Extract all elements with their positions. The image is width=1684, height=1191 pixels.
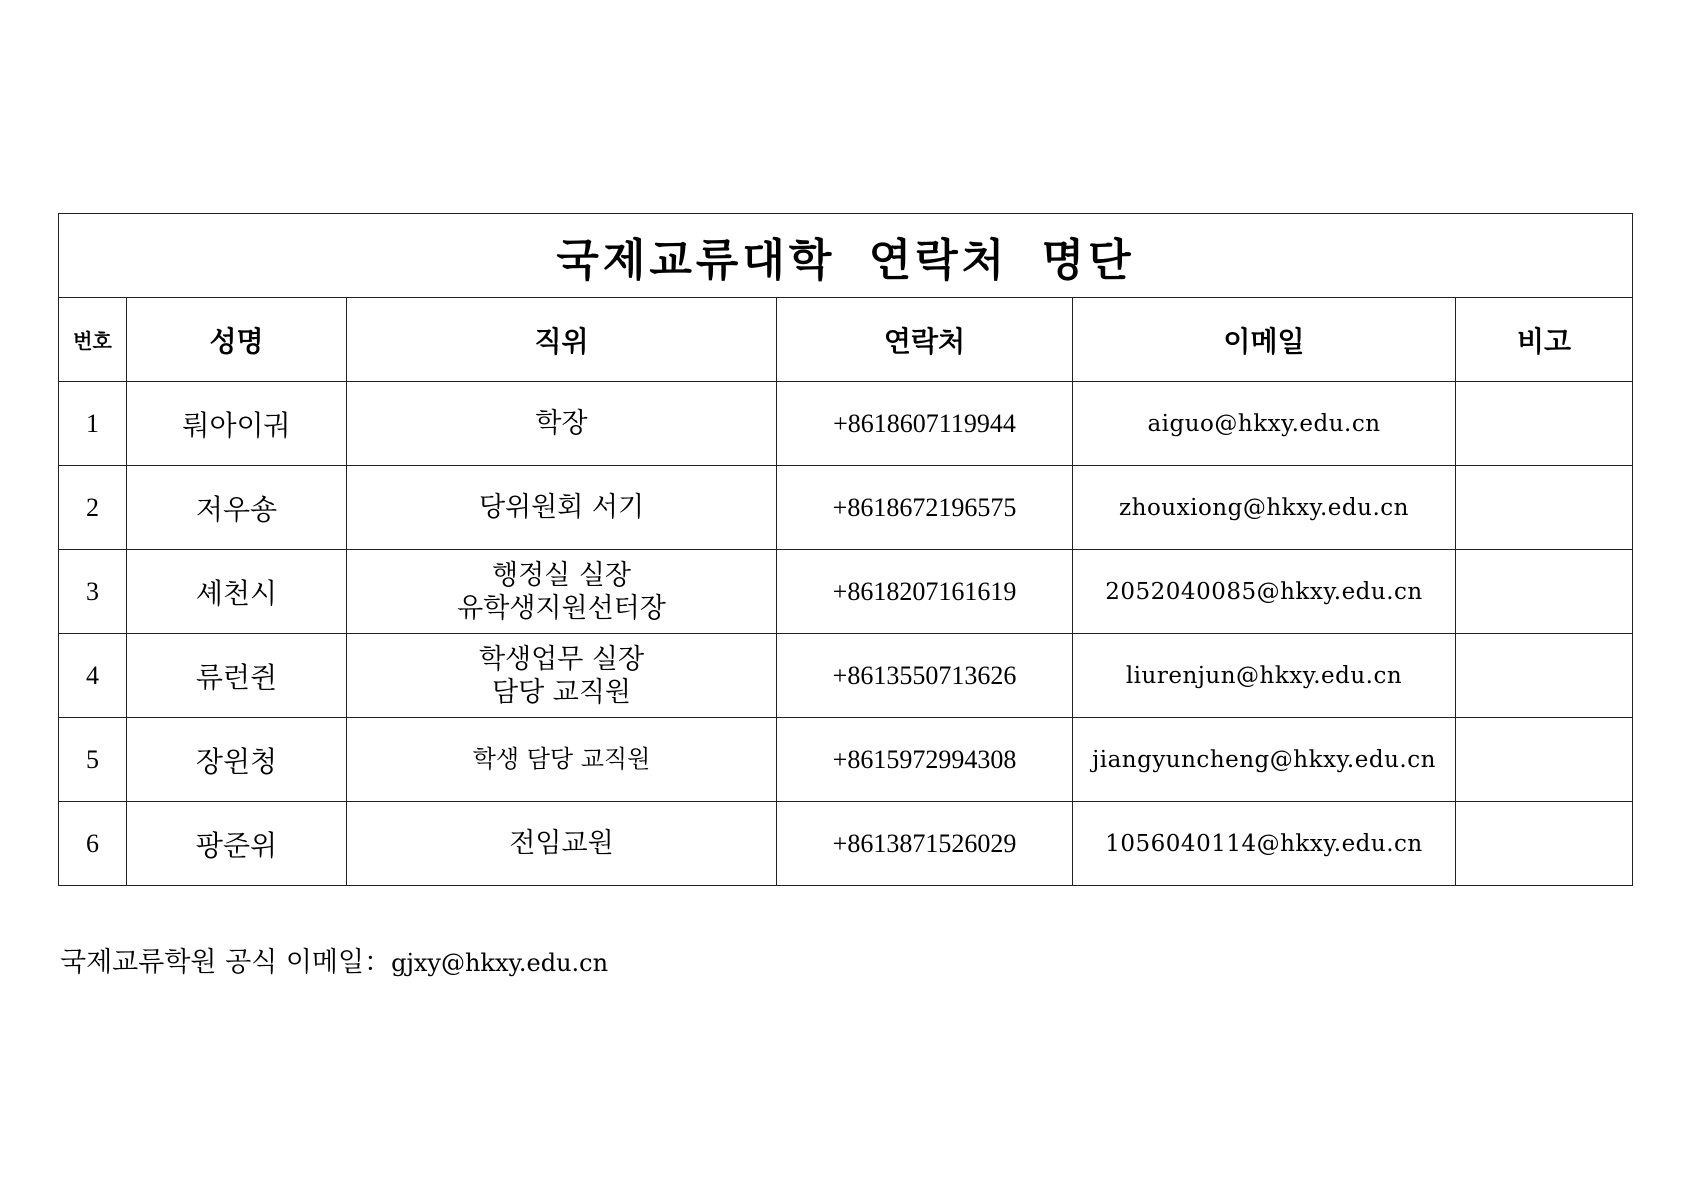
row-position <box>347 718 777 802</box>
table-title-cell <box>59 214 1633 298</box>
row-number: 2 <box>59 466 127 550</box>
row-remarks <box>1456 550 1633 634</box>
position-line: 유학생지원선터장 <box>457 592 666 624</box>
header-remarks: 비고 <box>1456 298 1633 382</box>
contact-table <box>58 213 1633 886</box>
header-contact: 연락처 <box>777 298 1073 382</box>
row-number: 3 <box>59 550 127 634</box>
table-row <box>59 634 1633 718</box>
header-name: 성명 <box>127 298 347 382</box>
row-contact: +8613871526029 <box>777 802 1073 886</box>
position-line: 학장 <box>535 408 588 439</box>
position-line: 당위원회 서기 <box>478 492 645 523</box>
position-line: 담당 교직원 <box>492 676 631 708</box>
position-line: 전임교원 <box>509 828 614 859</box>
row-contact: +8618207161619 <box>777 550 1073 634</box>
row-email: zhouxiong@hkxy.edu.cn <box>1073 466 1456 550</box>
official-email-note <box>60 940 608 979</box>
row-number: 5 <box>59 718 127 802</box>
row-contact: +8613550713626 <box>777 634 1073 718</box>
row-position <box>347 634 777 718</box>
row-email: aiguo@hkxy.edu.cn <box>1073 382 1456 466</box>
header-email: 이메일 <box>1073 298 1456 382</box>
row-remarks <box>1456 634 1633 718</box>
row-email: 2052040085@hkxy.edu.cn <box>1073 550 1456 634</box>
position-line: 학생업무 실장 <box>478 643 645 675</box>
official-email-value: gjxy@hkxy.edu.cn <box>391 949 609 977</box>
row-contact: +8618672196575 <box>777 466 1073 550</box>
row-name: 셰천시 <box>127 550 347 634</box>
title-row <box>59 214 1633 298</box>
row-position <box>347 550 777 634</box>
row-name: 류런쥔 <box>127 634 347 718</box>
row-remarks <box>1456 802 1633 886</box>
row-email: jiangyuncheng@hkxy.edu.cn <box>1073 718 1456 802</box>
table-title: 국제교류대학 연락처 명단 <box>556 234 1135 286</box>
header-row <box>59 298 1633 382</box>
official-email-label: 국제교류학원 공식 이메일： <box>60 947 392 978</box>
row-position <box>347 802 777 886</box>
row-remarks <box>1456 382 1633 466</box>
table-row <box>59 718 1633 802</box>
table-row <box>59 382 1633 466</box>
table-row <box>59 802 1633 886</box>
row-name: 저우숑 <box>127 466 347 550</box>
row-email: liurenjun@hkxy.edu.cn <box>1073 634 1456 718</box>
row-remarks <box>1456 466 1633 550</box>
row-name: 장윈청 <box>127 718 347 802</box>
row-remarks <box>1456 718 1633 802</box>
header-position: 직위 <box>347 298 777 382</box>
row-position <box>347 382 777 466</box>
position-line: 학생 담당 교직원 <box>472 745 651 773</box>
row-number: 6 <box>59 802 127 886</box>
row-name: 뤄아이궈 <box>127 382 347 466</box>
header-number: 번호 <box>59 298 127 382</box>
row-number: 1 <box>59 382 127 466</box>
row-contact: +8618607119944 <box>777 382 1073 466</box>
row-name: 팡준위 <box>127 802 347 886</box>
row-number: 4 <box>59 634 127 718</box>
position-line: 행정실 실장 <box>492 559 631 591</box>
table-row <box>59 466 1633 550</box>
row-email: 1056040114@hkxy.edu.cn <box>1073 802 1456 886</box>
row-position <box>347 466 777 550</box>
row-contact: +8615972994308 <box>777 718 1073 802</box>
table-row <box>59 550 1633 634</box>
